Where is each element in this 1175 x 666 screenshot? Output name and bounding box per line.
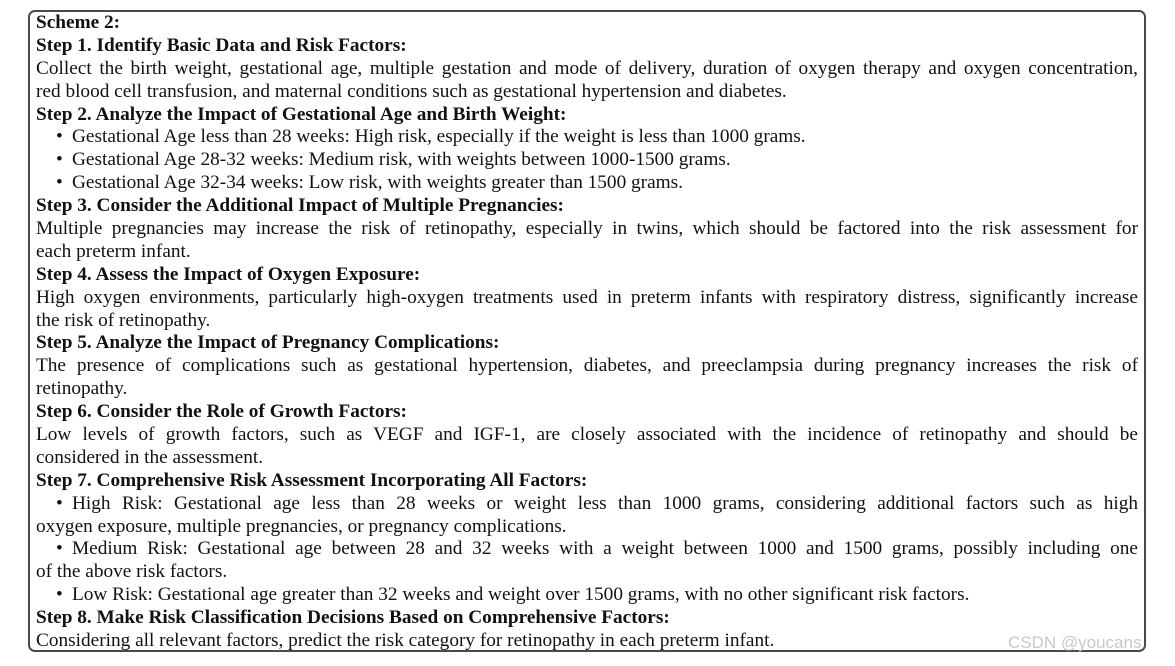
step-7-heading: Step 7. Comprehensive Risk Assessment Incorporating All Factors:: [36, 469, 588, 491]
step-7-bullet-medium: [36, 538, 1138, 561]
watermark: CSDN @youcans: [1008, 633, 1142, 652]
step-3-text-line: Multiple pregnancies may increase the risk of retinopathy, especially in twins, which should be factored into the risk assessment for: [36, 218, 1138, 240]
step-2-heading: Step 2. Analyze the Impact of Gestational Age and Birth Weight:: [36, 103, 567, 125]
bullet-text: Gestational Age 28-32 weeks: Medium risk, with weights between 1000-1500 grams.: [72, 149, 731, 171]
bullet-icon: •: [56, 172, 63, 194]
step-7-bullet-continuation: oxygen exposure, multiple pregnancies, or pregnancy complications.: [36, 515, 567, 537]
bullet-icon: •: [56, 538, 63, 560]
step-4-heading: Step 4. Assess the Impact of Oxygen Exposure:: [36, 263, 421, 285]
step-3-heading: Step 3. Consider the Additional Impact of Multiple Pregnancies:: [36, 195, 564, 217]
step-6-text-line: considered in the assessment.: [36, 446, 264, 468]
step-4-text-line: High oxygen environments, particularly high-oxygen treatments used in preterm infants with respiratory distress, significantly increase: [36, 286, 1138, 308]
bullet-icon: •: [56, 126, 63, 148]
bullet-icon: •: [56, 149, 63, 171]
step-2-bullet-item: [36, 149, 1138, 172]
bullet-text: Gestational Age 32-34 weeks: Low risk, with weights greater than 1500 grams.: [72, 172, 683, 194]
scheme-title: Scheme 2:: [36, 12, 121, 33]
step-7-bullet-high: [36, 493, 1138, 516]
step-4-text-line: the risk of retinopathy.: [36, 309, 211, 331]
bullet-text: Gestational Age less than 28 weeks: High risk, especially if the weight is less than 1000 grams.: [72, 126, 806, 148]
step-8-heading: Step 8. Make Risk Classification Decisions Based on Comprehensive Factors:: [36, 607, 670, 629]
step-5-text-line: retinopathy.: [36, 378, 128, 400]
bullet-icon: •: [56, 584, 63, 606]
step-7-bullet-continuation: of the above risk factors.: [36, 561, 228, 583]
step-3-text-line: each preterm infant.: [36, 240, 191, 262]
step-2-bullet-item: [36, 172, 1138, 195]
step-6-text-line: Low levels of growth factors, such as VEGF and IGF-1, are closely associated with the incidence of retinopathy and should be: [36, 424, 1138, 446]
bullet-icon: •: [56, 492, 63, 514]
step-2-bullet-item: [36, 126, 1138, 149]
bullet-text: Low Risk: Gestational age greater than 32 weeks and weight over 1500 grams, with no other significant risk factors.: [72, 584, 970, 606]
step-8-text-line: Considering all relevant factors, predict the risk category for retinopathy in each preterm infant.: [36, 630, 775, 652]
bullet-text: High Risk: Gestational age less than 28 weeks or weight less than 1000 grams, considering additional factors such as high: [72, 492, 1138, 514]
bullet-text: Medium Risk: Gestational age between 28 and 32 weeks with a weight between 1000 and 1500 grams, possibly including one: [72, 538, 1138, 560]
step-6-heading: Step 6. Consider the Role of Growth Factors:: [36, 401, 407, 423]
step-1-heading: Step 1. Identify Basic Data and Risk Factors:: [36, 34, 407, 56]
step-1-text-line: Collect the birth weight, gestational age, multiple gestation and mode of delivery, duration of oxygen therapy and oxygen concentration,: [36, 57, 1138, 79]
step-5-heading: Step 5. Analyze the Impact of Pregnancy Complications:: [36, 332, 500, 354]
scheme-box: [28, 10, 1146, 652]
step-5-text-line: The presence of complications such as gestational hypertension, diabetes, and preeclampsia during pregnancy increases the risk of: [36, 355, 1138, 377]
step-1-text-line: red blood cell transfusion, and maternal conditions such as gestational hypertension and diabetes.: [36, 80, 787, 102]
step-7-bullet-low: [36, 584, 1138, 607]
